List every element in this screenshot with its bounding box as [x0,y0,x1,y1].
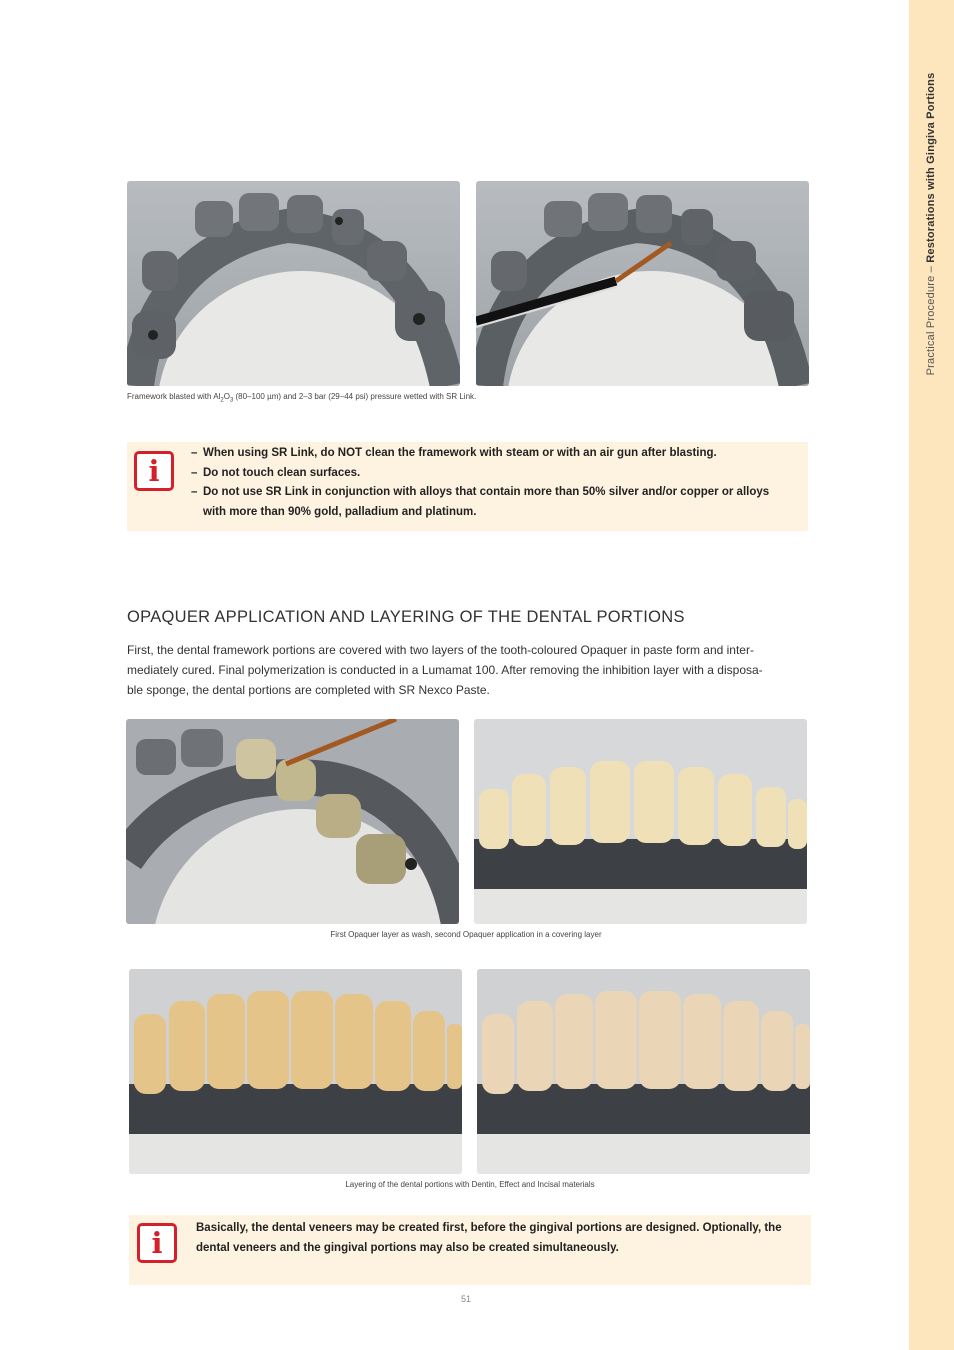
page-number: 51 [460,1294,471,1304]
photo-framework-blasted [127,181,460,386]
photo-sr-link-brush [476,181,809,386]
photo-opaquer-covering [474,719,807,924]
photo-layering-dentin [129,969,462,1174]
section-heading: OPAQUER APPLICATION AND LAYERING OF THE DENTAL PORTIONS [127,608,685,626]
caption-layering: Layering of the dental portions with Dentin, Effect and Incisal materials [345,1180,595,1189]
caption-framework-blasted: Framework blasted with $Al_2O_3$ (80–100 µm) and 2–3 bar (29–44 psi) pressure wetted with SR Link. [127,392,477,404]
info-icon: i [137,1223,177,1263]
info-item: – Do not use SR Link in conjunction with alloys that contain more than 50% silver and/or copper or alloys with more than 90% gold, palladium and platinum. [191,483,791,522]
info-note-veneers: Basically, the dental veneers may be created first, before the gingival portions are designed. Optionally, the dental veneers and the gingival portions may also be created simultaneously. [196,1222,782,1254]
photo-opaquer-wash [126,719,459,924]
info-item: – When using SR Link, do NOT clean the framework with steam or with an air gun after blasting. [191,444,791,464]
side-tab-title: Practical Procedure – Restorations with Gingiva Portions [925,72,937,376]
photo-layering-incisal [477,969,810,1174]
caption-opaquer: First Opaquer layer as wash, second Opaquer application in a covering layer [330,930,602,939]
info-icon: i [134,451,174,491]
info-item: – Do not touch clean surfaces. [191,464,791,484]
info-list-sr-link [191,444,791,522]
section-body: First, the dental framework portions are covered with two layers of the tooth-coloured Opaquer in paste form and inter- mediately cured. Final polymerization is conducted in a Lumamat 100. After removing the inhibition layer with a disposa- ble sponge, the dental portions are completed with SR Nexco Paste. [127,643,763,697]
